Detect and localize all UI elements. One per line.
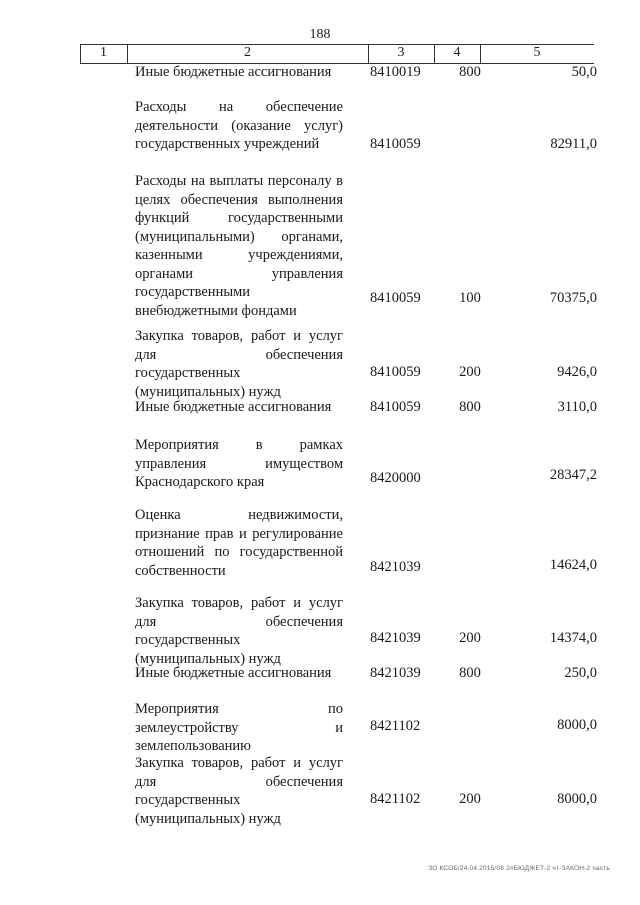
row-amount: 28347,2 <box>549 467 597 483</box>
row-name: Закупка товаров, работ и услуг для обеспечения государственных (муниципальных) нужд <box>135 755 343 827</box>
row-code: 8421102 <box>370 791 421 807</box>
row-type: 200 <box>459 791 481 807</box>
row-amount: 82911,0 <box>550 136 597 152</box>
row-type: 800 <box>459 64 481 80</box>
header-col-3: 3 <box>397 45 405 60</box>
row-amount: 50,0 <box>571 64 597 80</box>
row-name: Иные бюджетные ассигнования <box>135 665 332 681</box>
row-code: 8421039 <box>370 630 421 646</box>
row-amount: 3110,0 <box>557 399 597 415</box>
table-header <box>80 44 594 64</box>
row-name: Иные бюджетные ассигнования <box>135 64 332 80</box>
row-code: 8410059 <box>370 399 421 415</box>
row-name: Иные бюджетные ассигнования <box>135 399 332 415</box>
row-name: Оценка недвижимости, признание прав и регулирование отношений по государственной собственности <box>135 507 343 579</box>
row-code: 8420000 <box>370 470 421 486</box>
row-code: 8421039 <box>370 665 421 681</box>
row-amount: 14374,0 <box>549 630 597 646</box>
row-amount: 70375,0 <box>549 290 597 306</box>
row-name: Расходы на выплаты персоналу в целях обеспечения выполнения функций государственными (муниципальными) органами, казенными учреждениями, органами управления государственными внебюджетными фондами <box>135 173 343 319</box>
row-name: Мероприятия в рамках управления имуществом Краснодарского края <box>135 437 343 490</box>
row-name: Закупка товаров, работ и услуг для обеспечения государственных (муниципальных) нужд <box>135 595 343 667</box>
row-type: 200 <box>459 364 481 380</box>
row-amount: 8000,0 <box>557 717 597 733</box>
row-code: 8410059 <box>370 290 421 306</box>
page-number: 188 <box>309 27 331 42</box>
row-name: Расходы на обеспечение деятельности (оказание услуг) государственных учреждений <box>135 99 343 152</box>
row-code: 8421102 <box>370 718 421 734</box>
row-amount: 8000,0 <box>557 791 597 807</box>
row-name: Закупка товаров, работ и услуг для обеспечения государственных (муниципальных) нужд <box>135 328 343 400</box>
row-code: 8410019 <box>370 64 421 80</box>
row-type: 100 <box>459 290 481 306</box>
row-amount: 250,0 <box>564 665 597 681</box>
header-col-4: 4 <box>453 45 461 60</box>
header-col-2: 2 <box>244 45 251 60</box>
row-code: 8410059 <box>370 364 421 380</box>
header-col-5: 5 <box>533 45 541 60</box>
row-amount: 14624,0 <box>549 557 597 573</box>
header-col-1: 1 <box>100 45 107 60</box>
row-code: 8421039 <box>370 559 421 575</box>
row-type: 800 <box>459 665 481 681</box>
row-type: 800 <box>459 399 481 415</box>
footer-file-path: ЗО КСОБ/24.04.2015/08 2#БЮДЖЕТ-2 чт-ЗАКОН-2 часть <box>428 865 610 872</box>
row-code: 8410059 <box>370 136 421 152</box>
row-name: Мероприятия по землеустройству и землепользованию <box>135 701 343 754</box>
row-type: 200 <box>459 630 481 646</box>
row-amount: 9426,0 <box>557 364 597 380</box>
